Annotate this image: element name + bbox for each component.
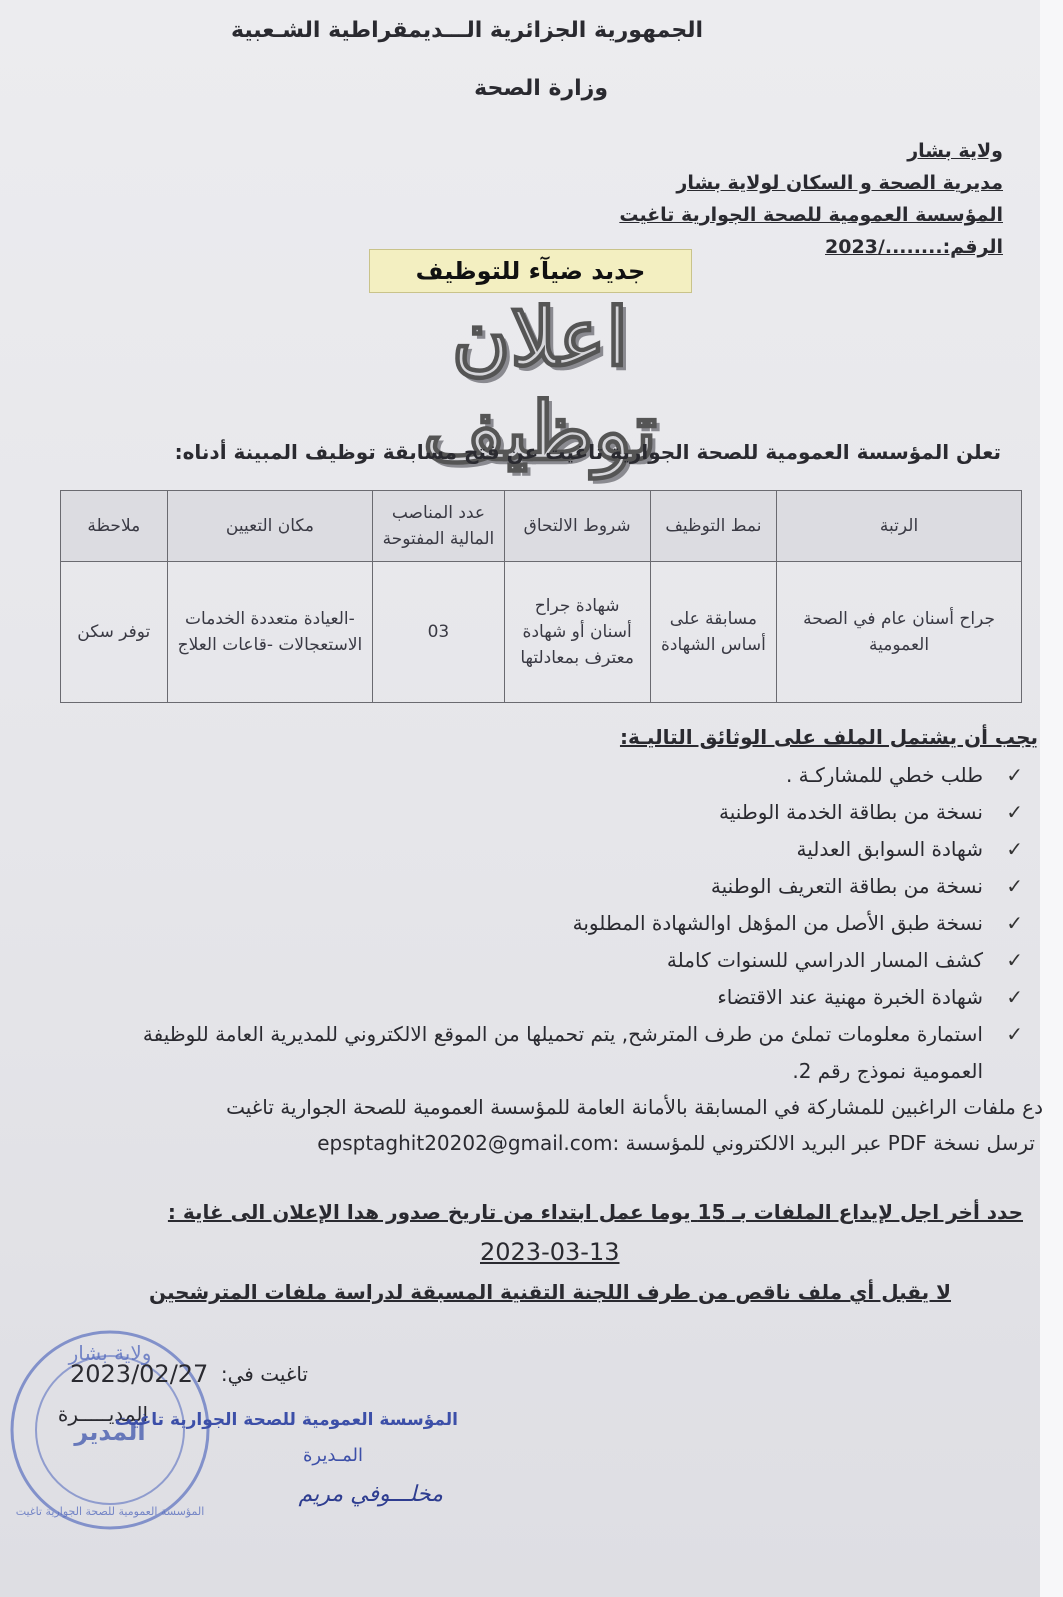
table-header: شروط الالتحاق [504, 491, 650, 562]
submission-email-line: ترسل نسخة PDF عبر البريد الالكتروني للمؤسسة :epsptaghit20202@gmail.com [317, 1131, 1035, 1155]
ministry-heading: وزارة الصحة [474, 76, 608, 101]
page-edge [1040, 0, 1063, 1597]
reference-number: الرقم:......../2023 [825, 236, 1003, 258]
overlay-banner: جديد ضيآء للتوظيف [369, 249, 692, 293]
checkmark-icon: ✓ [1006, 837, 1023, 861]
table-cell: -العيادة متعددة الخدمات الاستعجالات -قاعات العلاج [167, 562, 373, 703]
list-item-text: طلب خطي للمشاركـة . [785, 763, 983, 787]
checkmark-icon: ✓ [1006, 911, 1023, 935]
list-item [93, 794, 1023, 831]
list-item-text: كشف المسار الدراسي للسنوات كاملة [666, 948, 983, 972]
submission-line: دع ملفات الراغبين للمشاركة في المسابقة بالأمانة العامة للمؤسسة العمومية للصحة الجوارية تاغيت [226, 1095, 1043, 1119]
checkmark-icon: ✓ [1006, 800, 1023, 824]
table-header: عدد المناصب المالية المفتوحة [373, 491, 504, 562]
list-item [93, 942, 1023, 979]
stamp-name: مخلـــوفي مريم [298, 1482, 443, 1507]
table-header: نمط التوظيف [650, 491, 776, 562]
list-item [93, 979, 1023, 1016]
seal-center-text: المدير [74, 1418, 146, 1446]
deadline-date: 2023-03-13 [480, 1238, 620, 1266]
positions-table [60, 490, 1022, 703]
republic-heading: الجمهورية الجزائرية الـــديمقراطية الشـعبية [230, 18, 703, 43]
table-cell: توفر سكن [61, 562, 168, 703]
signature-place: تاغيت في: [220, 1362, 308, 1386]
intro-paragraph: تعلن المؤسسة العمومية للصحة الجوارية تاغيت عن فتح مسابقة توظيف المبينة أدناه: [174, 440, 1001, 464]
table-cell: جراح أسنان عام في الصحة العمومية [777, 562, 1022, 703]
table-cell: شهادة جراح أسنان أو شهادة معترف بمعادلتها [504, 562, 650, 703]
table-header: ملاحظة [61, 491, 168, 562]
table-header: مكان التعيين [167, 491, 373, 562]
table-header: الرتبة [777, 491, 1022, 562]
list-item-text: شهادة السوابق العدلية [796, 837, 983, 861]
checkmark-icon: ✓ [1006, 874, 1023, 898]
seal-bottom-text: المؤسسة العمومية للصحة الجوارية تاغيت [15, 1505, 205, 1518]
establishment-line: المؤسسة العمومية للصحة الجوارية تاغيت [619, 204, 1003, 226]
table-row [61, 562, 1022, 703]
announcement-title: اعلان توظيف [422, 290, 658, 478]
list-item-text: نسخة طبق الأصل من المؤهل اوالشهادة المطلوبة [572, 911, 983, 935]
table-header-row [61, 491, 1022, 562]
list-item [93, 1016, 1023, 1090]
signature-date: 2023/02/27 [70, 1360, 209, 1388]
official-seal [5, 1325, 215, 1535]
checkmark-icon: ✓ [1006, 1022, 1023, 1046]
incomplete-notice: لا يقبل أي ملف ناقص من طرف اللجنة التقنية المسبقة لدراسة ملفات المترشحين [148, 1280, 951, 1304]
checkmark-icon: ✓ [1006, 948, 1023, 972]
checkmark-icon: ✓ [1006, 763, 1023, 787]
seal-top-text: ولاية بشار [68, 1341, 152, 1365]
documents-list [93, 757, 1023, 1090]
checkmark-icon: ✓ [1006, 985, 1023, 1009]
list-item [93, 868, 1023, 905]
directorate-line: مديرية الصحة و السكان لولاية بشار [676, 172, 1003, 194]
table-cell: 03 [373, 562, 504, 703]
list-item-text: استمارة معلومات تملئ من طرف المترشح, يتم تحميلها من الموقع الالكتروني للمديرية العامة للوظيفة العمومية نموذج رقم 2. [142, 1022, 983, 1083]
list-item [93, 757, 1023, 794]
list-item [93, 831, 1023, 868]
documents-heading: يجب أن يشتمل الملف على الوثائق التاليـة: [619, 725, 1038, 749]
list-item [93, 905, 1023, 942]
list-item-text: شهادة الخبرة مهنية عند الاقتضاء [717, 985, 983, 1009]
deadline-text: حدد أخر اجل لإيداع الملفات بـ 15 يوما عمل ابتداء من تاريخ صدور هدا الإعلان الى غاية : [167, 1200, 1023, 1224]
stamp-organization: المؤسسة العمومية للصحة الجوارية تاغيت [114, 1410, 458, 1430]
wilaya-line: ولاية بشار [907, 140, 1003, 162]
list-item-text: نسخة من بطاقة التعريف الوطنية [710, 874, 983, 898]
table-cell: مسابقة على أساس الشهادة [650, 562, 776, 703]
stamp-title: المـديرة [303, 1445, 363, 1466]
director-title: المديـــــرة [57, 1402, 148, 1426]
list-item-text: نسخة من بطاقة الخدمة الوطنية [719, 800, 983, 824]
